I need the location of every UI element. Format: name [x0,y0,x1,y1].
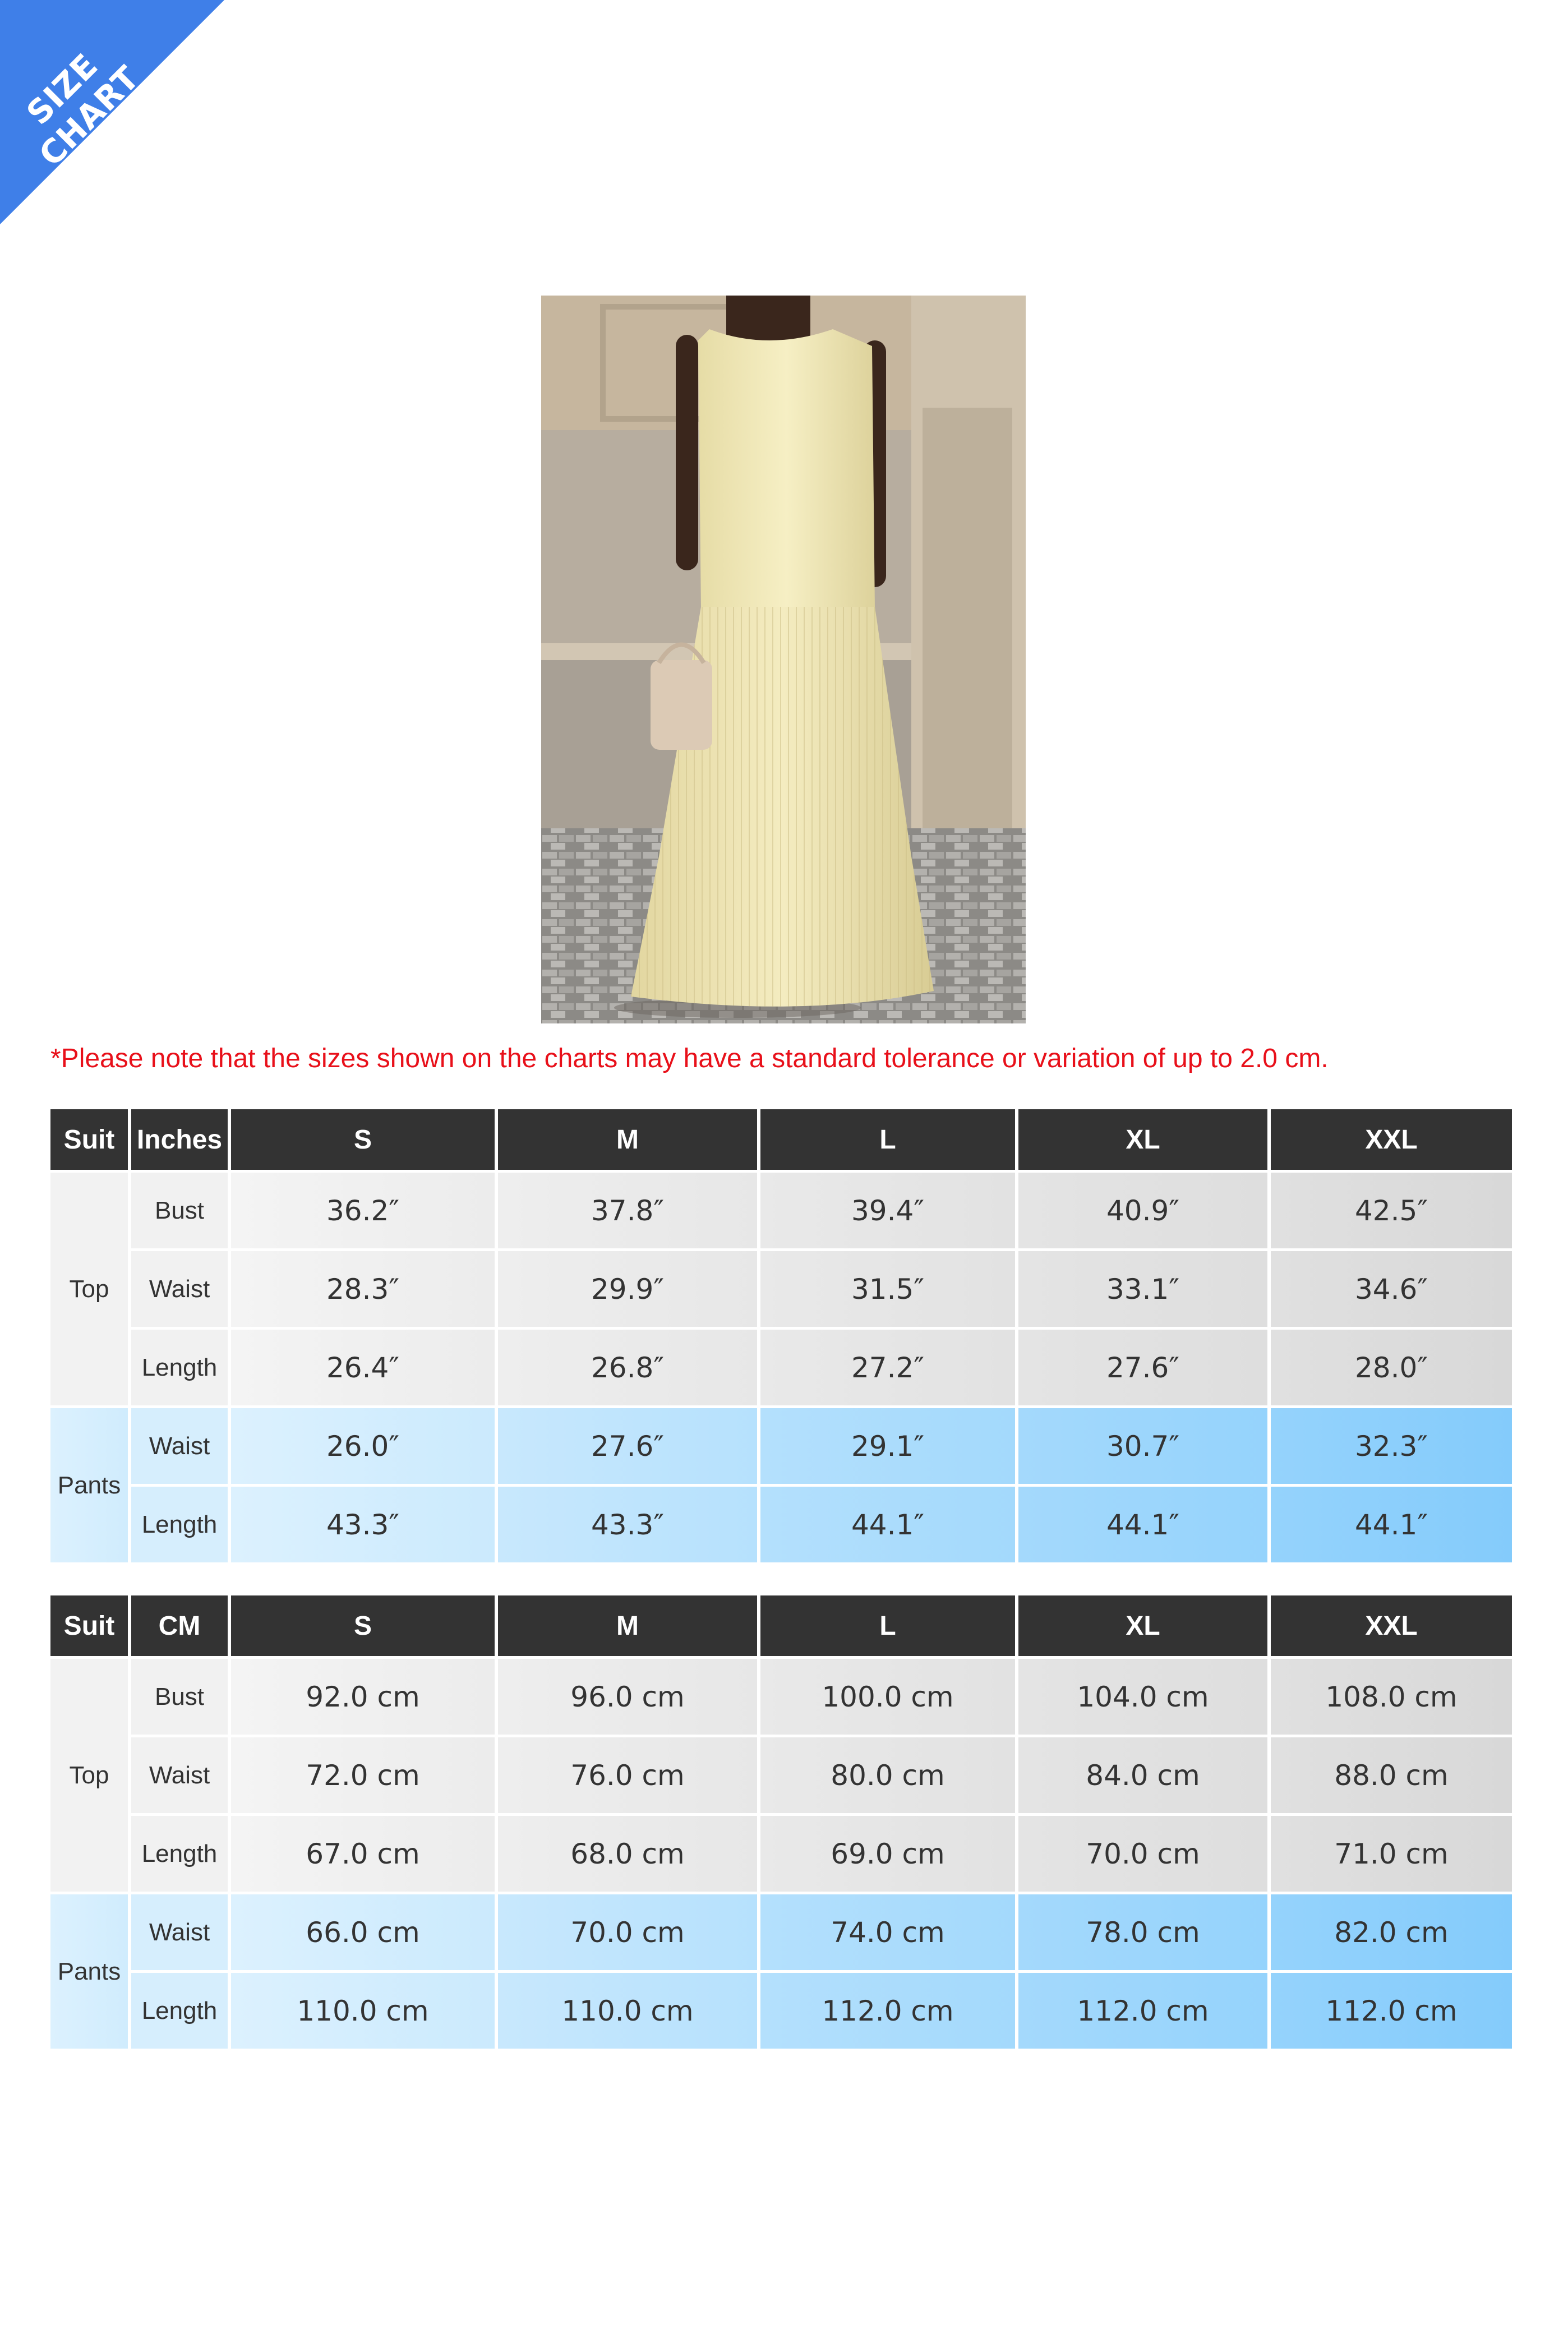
size-header-m: M [498,1595,757,1656]
row-label: Waist [131,1251,228,1327]
row-label: Length [131,1973,228,2049]
table-cell: 27.2″ [760,1330,1015,1405]
table-row [50,1173,1512,1248]
table-row [50,1251,1512,1327]
table-cell: 33.1″ [1018,1251,1267,1327]
table-cell: 44.1″ [1018,1487,1267,1562]
row-label: Waist [131,1737,228,1813]
table-cell: 78.0 cm [1018,1894,1267,1970]
row-label: Length [131,1330,228,1405]
inches-size-table [47,1106,1515,1565]
table-cell: 69.0 cm [760,1816,1015,1892]
table-cell: 29.1″ [760,1408,1015,1484]
table-cell: 112.0 cm [1018,1973,1267,2049]
table-cell: 110.0 cm [231,1973,495,2049]
table-row [50,1973,1512,2049]
table-cell: 96.0 cm [498,1659,757,1735]
cm-size-table [47,1593,1515,2051]
table-cell: 68.0 cm [498,1816,757,1892]
table-cell: 43.3″ [231,1487,495,1562]
table-cell: 71.0 cm [1271,1816,1512,1892]
table-cell: 76.0 cm [498,1737,757,1813]
table-cell: 26.8″ [498,1330,757,1405]
row-label: Bust [131,1659,228,1735]
table-cell: 80.0 cm [760,1737,1015,1813]
table-cell: 44.1″ [1271,1487,1512,1562]
row-label: Length [131,1487,228,1562]
table-cell: 37.8″ [498,1173,757,1248]
size-header-l: L [760,1109,1015,1170]
table-cell: 43.3″ [498,1487,757,1562]
table-cell: 44.1″ [760,1487,1015,1562]
size-header-xl: XL [1018,1595,1267,1656]
table-cell: 74.0 cm [760,1894,1015,1970]
table-row [50,1330,1512,1405]
table-cell: 66.0 cm [231,1894,495,1970]
row-label: Waist [131,1408,228,1484]
table-cell: 36.2″ [231,1173,495,1248]
size-header-s: S [231,1595,495,1656]
table-cell: 100.0 cm [760,1659,1015,1735]
table-cell: 31.5″ [760,1251,1015,1327]
tolerance-note: *Please note that the sizes shown on the charts may have a standard tolerance or variation of up to 2.0 cm. [50,1044,1329,1073]
table-cell: 27.6″ [1018,1330,1267,1405]
table-cell: 32.3″ [1271,1408,1512,1484]
row-label: Length [131,1816,228,1892]
table-row [50,1659,1512,1735]
table-cell: 84.0 cm [1018,1737,1267,1813]
row-label: Waist [131,1894,228,1970]
size-header-xxl: XXL [1271,1109,1512,1170]
header-row [50,1109,1512,1170]
table-cell: 28.3″ [231,1251,495,1327]
size-header-xxl: XXL [1271,1595,1512,1656]
table-cell: 28.0″ [1271,1330,1512,1405]
corner-header: Suit [50,1109,128,1170]
group-label-top: Top [50,1659,128,1892]
table-cell: 26.4″ [231,1330,495,1405]
size-header-l: L [760,1595,1015,1656]
table-cell: 112.0 cm [760,1973,1015,2049]
size-header-m: M [498,1109,757,1170]
table-cell: 70.0 cm [1018,1816,1267,1892]
size-header-s: S [231,1109,495,1170]
table-cell: 88.0 cm [1271,1737,1512,1813]
unit-header: CM [131,1595,228,1656]
corner-header: Suit [50,1595,128,1656]
table-cell: 30.7″ [1018,1408,1267,1484]
table-cell: 110.0 cm [498,1973,757,2049]
table-cell: 70.0 cm [498,1894,757,1970]
table-cell: 92.0 cm [231,1659,495,1735]
header-row [50,1595,1512,1656]
size-header-xl: XL [1018,1109,1267,1170]
table-row [50,1737,1512,1813]
table-cell: 29.9″ [498,1251,757,1327]
table-cell: 34.6″ [1271,1251,1512,1327]
table-cell: 67.0 cm [231,1816,495,1892]
table-cell: 39.4″ [760,1173,1015,1248]
table-cell: 82.0 cm [1271,1894,1512,1970]
table-row [50,1894,1512,1970]
table-cell: 72.0 cm [231,1737,495,1813]
product-photo [541,296,1026,1023]
table-cell: 104.0 cm [1018,1659,1267,1735]
group-label-top: Top [50,1173,128,1405]
table-cell: 40.9″ [1018,1173,1267,1248]
table-cell: 42.5″ [1271,1173,1512,1248]
table-row [50,1487,1512,1562]
table-cell: 26.0″ [231,1408,495,1484]
group-label-pants: Pants [50,1408,128,1562]
group-label-pants: Pants [50,1894,128,2049]
size-chart-badge [0,0,224,224]
table-row [50,1408,1512,1484]
table-cell: 112.0 cm [1271,1973,1512,2049]
table-cell: 108.0 cm [1271,1659,1512,1735]
unit-header: Inches [131,1109,228,1170]
product-photo-illustration [541,296,1026,1023]
badge-label: SIZE CHART [19,46,147,174]
table-cell: 27.6″ [498,1408,757,1484]
table-row [50,1816,1512,1892]
row-label: Bust [131,1173,228,1248]
